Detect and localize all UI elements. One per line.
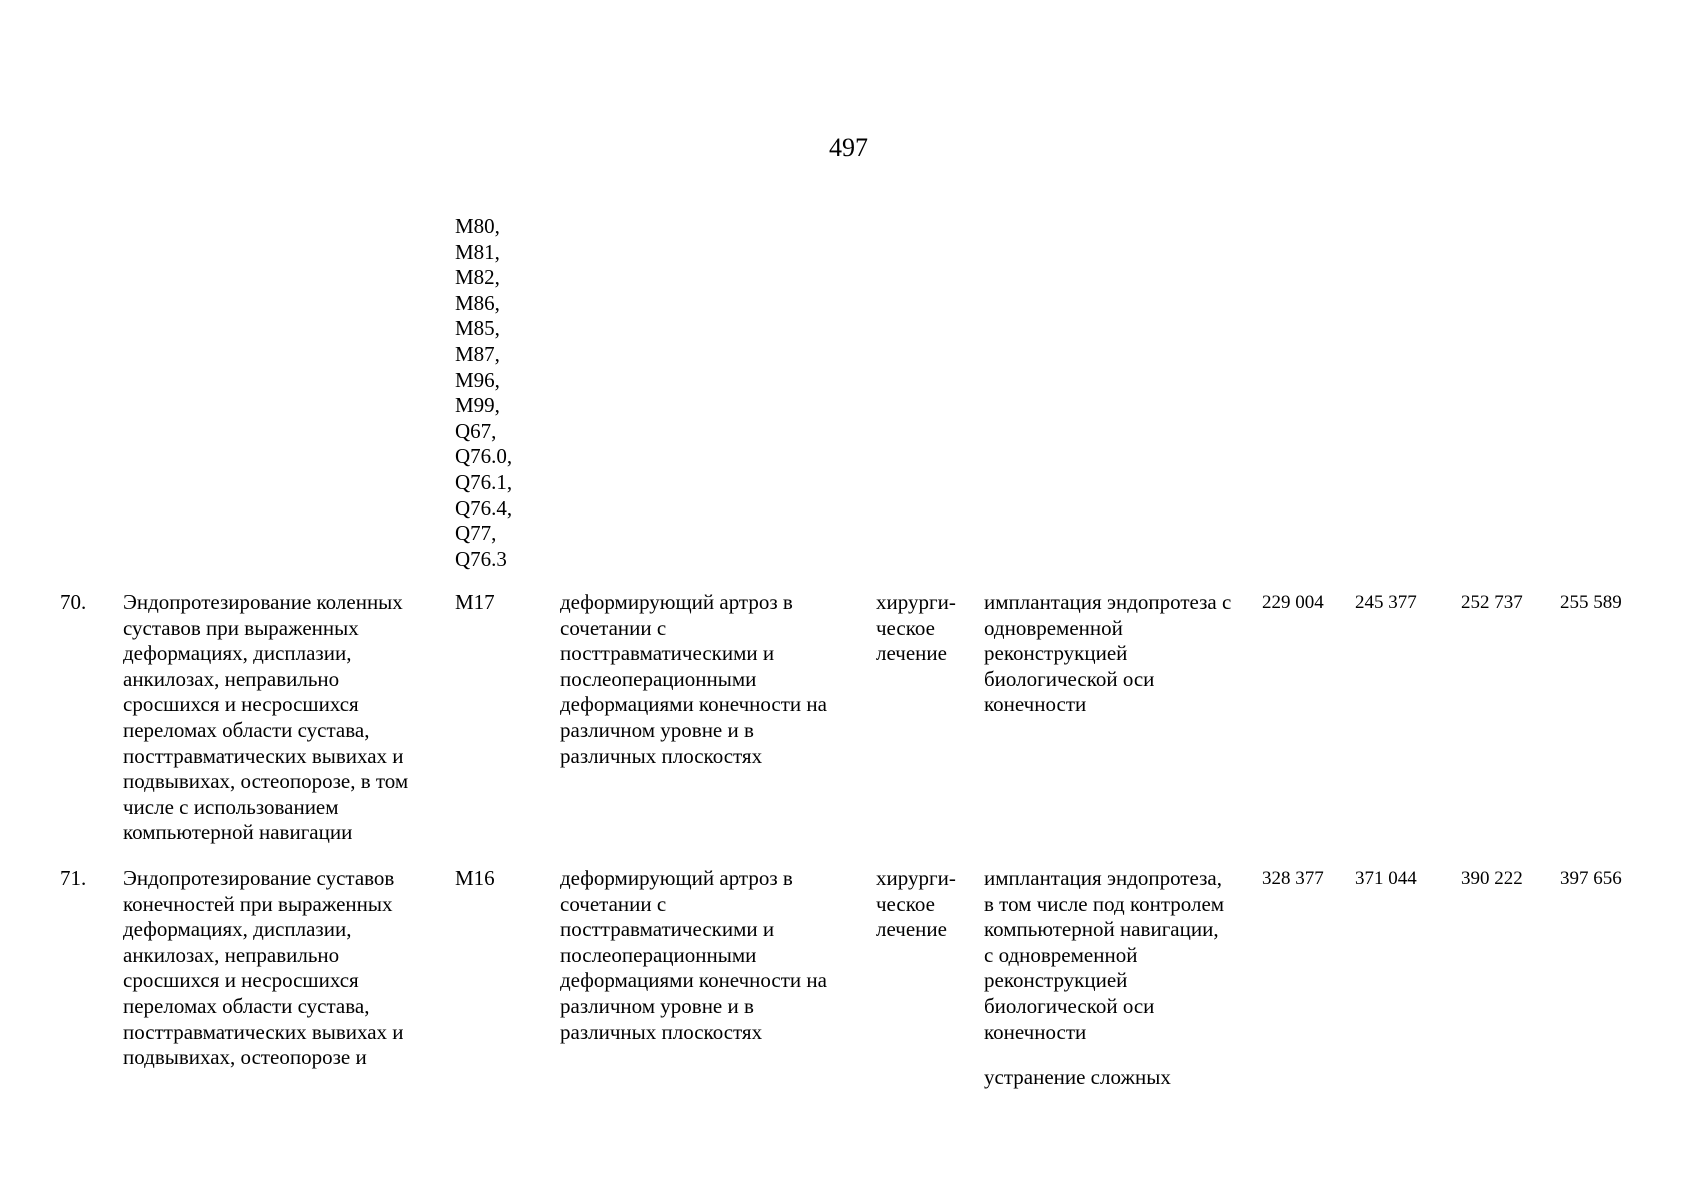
text-line: посттравматическими и — [560, 641, 775, 666]
text-line: переломах области сустава, — [123, 717, 370, 742]
code-line: M96, — [455, 367, 500, 392]
treatment-type — [876, 866, 956, 943]
text-line: сросшихся и несросшихся — [123, 968, 359, 993]
text-line: подвывихах, остеопорозе и — [123, 1045, 367, 1070]
treatment-method — [984, 590, 1231, 718]
text-line: послеоперационными — [560, 942, 757, 967]
text-line: сочетании с — [560, 615, 667, 640]
text-line: имплантация эндопротеза с — [984, 590, 1232, 614]
code-line: M99, — [455, 393, 500, 418]
text-line: сросшихся и несросшихся — [123, 692, 359, 717]
page-number: 497 — [829, 133, 868, 162]
text-line: подвывихах, остеопорозе, в том — [123, 769, 409, 794]
code-line: M85, — [455, 316, 500, 341]
text-line: Эндопротезирование суставов — [123, 866, 395, 890]
treatment-method — [984, 866, 1224, 1091]
code-line: M87, — [455, 341, 500, 366]
cost-value: 390 222 — [1461, 868, 1523, 889]
text-line: имплантация эндопротеза, — [984, 866, 1222, 890]
text-line: конечностей при выраженных — [123, 891, 393, 916]
text-line: числе с использованием — [123, 794, 339, 819]
diagnosis-code: M17 — [455, 590, 495, 614]
text-line: посттравматическими и — [560, 917, 775, 942]
text-line: посттравматических вывихах и — [123, 1019, 404, 1044]
cost-value: 245 377 — [1355, 592, 1417, 613]
text-line: анкилозах, неправильно — [123, 942, 340, 967]
code-line: Q67, — [455, 418, 497, 443]
text-line: реконструкцией — [984, 641, 1128, 666]
text-line: различных плоскостях — [560, 743, 763, 768]
cost-value: 328 377 — [1262, 868, 1324, 889]
text-line: компьютерной навигации, — [984, 917, 1219, 942]
text-line: деформирующий артроз в — [560, 590, 793, 614]
text-line: различном уровне и в — [560, 717, 754, 742]
text-line: устранение сложных — [984, 1065, 1171, 1090]
text-line: хирурги- — [876, 866, 956, 890]
text-line: лечение — [876, 641, 947, 666]
text-line: ческое — [876, 615, 935, 640]
code-line: M81, — [455, 239, 500, 264]
text-line: конечности — [984, 1019, 1087, 1044]
code-line: Q77, — [455, 521, 497, 546]
text-line: компьютерной навигации — [123, 820, 353, 845]
row-number: 70. — [60, 590, 87, 614]
text-line: с одновременной — [984, 942, 1138, 967]
text-line: ческое — [876, 891, 935, 916]
code-line: Q76.4, — [455, 495, 513, 520]
intervention-name — [123, 866, 404, 1071]
cost-value: 397 656 — [1560, 868, 1622, 889]
text-line: реконструкцией — [984, 968, 1128, 993]
intervention-name — [123, 590, 408, 846]
continuation-codes — [455, 214, 512, 572]
text-line: переломах области сустава, — [123, 993, 370, 1018]
text-line: анкилозах, неправильно — [123, 666, 340, 691]
text-line: биологической оси — [984, 993, 1155, 1018]
patient-model — [560, 590, 827, 769]
cost-value: 229 004 — [1262, 592, 1324, 613]
text-line: конечности — [984, 692, 1087, 717]
text-line: различном уровне и в — [560, 993, 754, 1018]
code-line: M80, — [455, 214, 500, 238]
code-line: Q76.1, — [455, 469, 513, 494]
text-line: в том числе под контролем — [984, 891, 1225, 916]
text-line: послеоперационными — [560, 666, 757, 691]
cost-value: 371 044 — [1355, 868, 1417, 889]
row-number: 71. — [60, 866, 87, 890]
text-line: деформациях, дисплазии, — [123, 917, 352, 942]
text-line: посттравматических вывихах и — [123, 743, 404, 768]
text-line: сочетании с — [560, 891, 667, 916]
text-line: суставов при выраженных — [123, 615, 359, 640]
text-line: деформациях, дисплазии, — [123, 641, 352, 666]
code-line: M82, — [455, 265, 500, 290]
text-line: хирурги- — [876, 590, 956, 614]
text-line: деформациями конечности на — [560, 968, 827, 993]
code-line: Q76.0, — [455, 444, 513, 469]
diagnosis-code: M16 — [455, 866, 495, 890]
treatment-type — [876, 590, 956, 667]
text-line: Эндопротезирование коленных — [123, 590, 403, 614]
text-line: различных плоскостях — [560, 1019, 763, 1044]
patient-model — [560, 866, 827, 1045]
text-line: одновременной — [984, 615, 1123, 640]
cost-value: 255 589 — [1560, 592, 1622, 613]
text-line: деформациями конечности на — [560, 692, 827, 717]
text-line: биологической оси — [984, 666, 1155, 691]
code-line: M86, — [455, 290, 500, 315]
text-line: деформирующий артроз в — [560, 866, 793, 890]
cost-value: 252 737 — [1461, 592, 1523, 613]
text-line: лечение — [876, 917, 947, 942]
code-line: Q76.3 — [455, 546, 507, 571]
